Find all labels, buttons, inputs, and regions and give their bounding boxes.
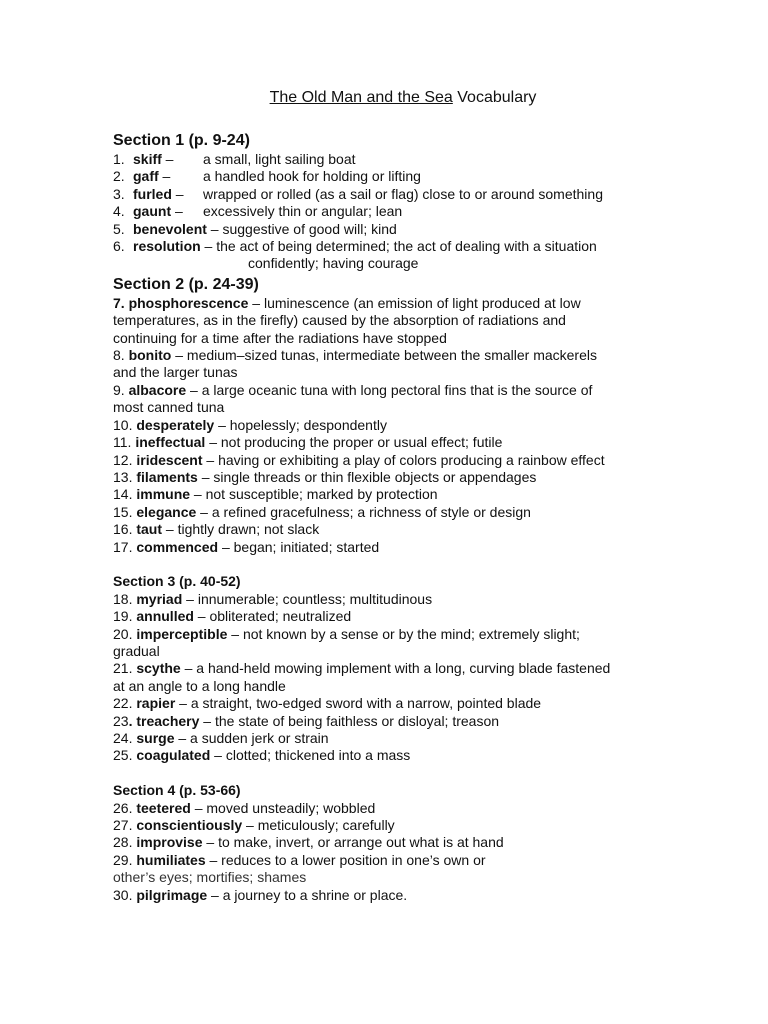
- vocab-item: [113, 747, 673, 764]
- vocab-term: furled: [133, 185, 172, 202]
- vocab-term: humiliates: [136, 851, 206, 868]
- vocab-term: immune: [136, 486, 191, 503]
- vocab-item: [113, 238, 673, 255]
- vocab-item: [113, 608, 673, 625]
- vocab-definition: – a hand-held mowing implement with a long, curving blade fastened: [180, 660, 611, 677]
- definition-continuation: at an angle to a long handle: [113, 677, 286, 694]
- item-number: 23: [113, 712, 129, 729]
- item-number: 3.: [113, 185, 125, 202]
- vocabulary-document: [113, 88, 673, 904]
- vocab-term: albacore: [128, 381, 187, 398]
- item-number: 24.: [113, 729, 137, 746]
- vocab-term: iridescent: [136, 451, 203, 468]
- title-suffix: Vocabulary: [452, 89, 537, 106]
- vocab-definition: – obliterated; neutralized: [193, 608, 352, 625]
- item-number: 12.: [113, 451, 137, 468]
- vocab-item: [113, 626, 673, 643]
- vocab-term: teetered: [136, 799, 191, 816]
- definition-continuation: other’s eyes; mortifies; shames: [113, 869, 307, 886]
- vocab-definition: – innumerable; countless; multitudinous: [182, 590, 433, 607]
- vocab-definition: – luminescence (an emission of light produced at low: [248, 294, 581, 311]
- vocab-item: [113, 660, 673, 677]
- vocab-definition: – a straight, two-edged sword with a narrow, pointed blade: [175, 695, 542, 712]
- vocab-item: [113, 434, 673, 451]
- vocab-definition: – the state of being faithless or disloyal; treason: [199, 712, 500, 729]
- vocab-term: . treachery: [128, 712, 200, 729]
- definition-continuation: confidently; having courage: [248, 255, 419, 272]
- item-number: 2.: [113, 168, 125, 185]
- item-number: 6.: [113, 238, 125, 255]
- vocab-definition: wrapped or rolled (as a sail or flag) close to or around something: [203, 185, 603, 202]
- term-dash: –: [158, 168, 171, 185]
- vocab-item: [113, 887, 673, 904]
- section-2-heading: Section 2 (p. 24-39): [113, 275, 259, 293]
- vocab-definition: – meticulously; carefully: [242, 817, 395, 833]
- vocab-definition: – tightly drawn; not slack: [162, 521, 320, 538]
- item-number: 19.: [113, 608, 137, 625]
- vocab-item: [113, 521, 673, 538]
- section-2-list: [113, 295, 673, 556]
- vocab-item: [113, 539, 673, 556]
- vocab-definition: a handled hook for holding or lifting: [203, 168, 421, 185]
- item-number: 17.: [113, 538, 137, 555]
- vocab-term: gaunt: [133, 203, 172, 220]
- item-number: 1.: [113, 151, 125, 167]
- item-number: 26.: [113, 799, 137, 816]
- item-number: 13.: [113, 468, 137, 485]
- vocab-item: [113, 834, 673, 851]
- vocab-definition: – suggestive of good will; kind: [206, 220, 397, 237]
- vocab-item: [113, 151, 673, 168]
- section-1-heading: Section 1 (p. 9-24): [113, 132, 250, 149]
- definition-continuation: and the larger tunas: [113, 364, 238, 381]
- vocab-term: resolution: [133, 238, 201, 255]
- vocab-item: [113, 186, 673, 203]
- vocab-definition: – to make, invert, or arrange out what is at hand: [202, 834, 504, 851]
- vocab-definition: – medium–sized tunas, intermediate between the smaller mackerels: [171, 347, 597, 364]
- vocab-item: [113, 417, 673, 434]
- term-dash: –: [161, 151, 174, 167]
- vocab-definition: – a refined gracefulness; a richness of style or design: [196, 503, 531, 520]
- item-number: 11.: [113, 434, 136, 451]
- item-number: 22.: [113, 695, 137, 712]
- vocab-definition: – reduces to a lower position in one’s own or: [205, 851, 486, 868]
- vocab-item: [113, 852, 673, 869]
- vocab-definition: a small, light sailing boat: [203, 151, 356, 167]
- vocab-definition: – hopelessly; despondently: [214, 416, 387, 433]
- vocab-item: [113, 817, 673, 834]
- item-number: 30.: [113, 886, 137, 903]
- vocab-term: conscientiously: [136, 817, 243, 833]
- vocab-definition: – clotted; thickened into a mass: [210, 747, 411, 764]
- definition-continuation: continuing for a time after the radiations have stopped: [113, 329, 447, 346]
- vocab-term: myriad: [136, 590, 183, 607]
- item-number: 9.: [113, 381, 129, 398]
- vocab-item: [113, 730, 673, 747]
- item-number: 16.: [113, 521, 137, 538]
- vocab-term: benevolent: [133, 220, 207, 237]
- vocab-term: gaff: [133, 168, 159, 185]
- vocab-item: [113, 713, 673, 730]
- vocab-definition: – not known by a sense or by the mind; extremely slight;: [227, 625, 580, 642]
- vocab-term: improvise: [136, 834, 203, 851]
- vocab-term: coagulated: [136, 747, 211, 764]
- vocab-definition: – not susceptible; marked by protection: [190, 486, 438, 503]
- vocab-term: annulled: [136, 608, 194, 625]
- term-dash: –: [171, 203, 183, 220]
- item-number: 20.: [113, 625, 137, 642]
- vocab-term: imperceptible: [136, 625, 228, 642]
- term-dash: –: [171, 185, 184, 202]
- vocab-definition: – moved unsteadily; wobbled: [190, 799, 376, 816]
- vocab-definition: – a sudden jerk or strain: [174, 729, 329, 746]
- vocab-term: skiff: [133, 151, 162, 167]
- vocab-term: taut: [136, 521, 163, 538]
- item-number: 14.: [113, 486, 137, 503]
- section-4-heading: Section 4 (p. 53-66): [113, 782, 241, 799]
- item-number: 21.: [113, 660, 137, 677]
- vocab-item: [113, 504, 673, 521]
- vocab-item: [113, 591, 673, 608]
- item-number: 27.: [113, 817, 137, 833]
- vocab-term: elegance: [136, 503, 197, 520]
- vocab-definition: – a journey to a shrine or place.: [207, 886, 408, 903]
- section-4-list: [113, 800, 673, 904]
- vocab-item: [113, 347, 673, 364]
- item-number: 10.: [113, 416, 137, 433]
- definition-continuation: gradual: [113, 642, 160, 659]
- vocab-definition: – the act of being determined; the act of dealing with a situation: [200, 238, 597, 255]
- section-3-list: [113, 591, 673, 765]
- item-number: 28.: [113, 834, 137, 851]
- vocab-item: [113, 800, 673, 817]
- vocab-term: 7. phosphorescence: [113, 294, 249, 311]
- vocab-term: pilgrimage: [136, 886, 208, 903]
- item-number: 5.: [113, 220, 125, 237]
- vocab-definition: – single threads or thin flexible objects or appendages: [197, 468, 537, 485]
- vocab-definition: – a large oceanic tuna with long pectoral fins that is the source of: [186, 381, 593, 398]
- definition-continuation: most canned tuna: [113, 399, 225, 416]
- vocab-term: bonito: [128, 347, 172, 364]
- vocab-item: [113, 221, 673, 238]
- vocab-definition: – not producing the proper or usual effect; futile: [205, 434, 503, 451]
- vocab-term: desperately: [136, 416, 215, 433]
- vocab-term: commenced: [136, 538, 219, 555]
- item-number: 18.: [113, 590, 137, 607]
- document-title: [113, 88, 673, 108]
- vocab-item: [113, 168, 673, 185]
- item-number: 29.: [113, 851, 137, 868]
- vocab-term: ineffectual: [135, 434, 206, 451]
- vocab-item: [113, 382, 673, 399]
- vocab-term: rapier: [136, 695, 176, 712]
- vocab-term: filaments: [136, 468, 198, 485]
- definition-continuation: temperatures, as in the firefly) caused by the absorption of radiations and: [113, 312, 566, 329]
- vocab-item: [113, 469, 673, 486]
- book-title: The Old Man and the Sea: [269, 89, 453, 106]
- vocab-item: [113, 203, 673, 220]
- vocab-item: [113, 486, 673, 503]
- section-1-list: [113, 151, 673, 273]
- vocab-item: [113, 452, 673, 469]
- item-number: 25.: [113, 747, 137, 764]
- section-3-heading: Section 3 (p. 40-52): [113, 573, 241, 590]
- vocab-definition: – began; initiated; started: [218, 538, 380, 555]
- item-number: 8.: [113, 347, 129, 364]
- vocab-term: surge: [136, 729, 175, 746]
- vocab-definition: – having or exhibiting a play of colors producing a rainbow effect: [202, 451, 605, 468]
- vocab-term: scythe: [136, 660, 181, 677]
- vocab-item: [113, 295, 673, 312]
- vocab-definition: excessively thin or angular; lean: [203, 203, 403, 220]
- item-number: 15.: [113, 503, 137, 520]
- item-number: 4.: [113, 203, 125, 220]
- vocab-item: [113, 695, 673, 712]
